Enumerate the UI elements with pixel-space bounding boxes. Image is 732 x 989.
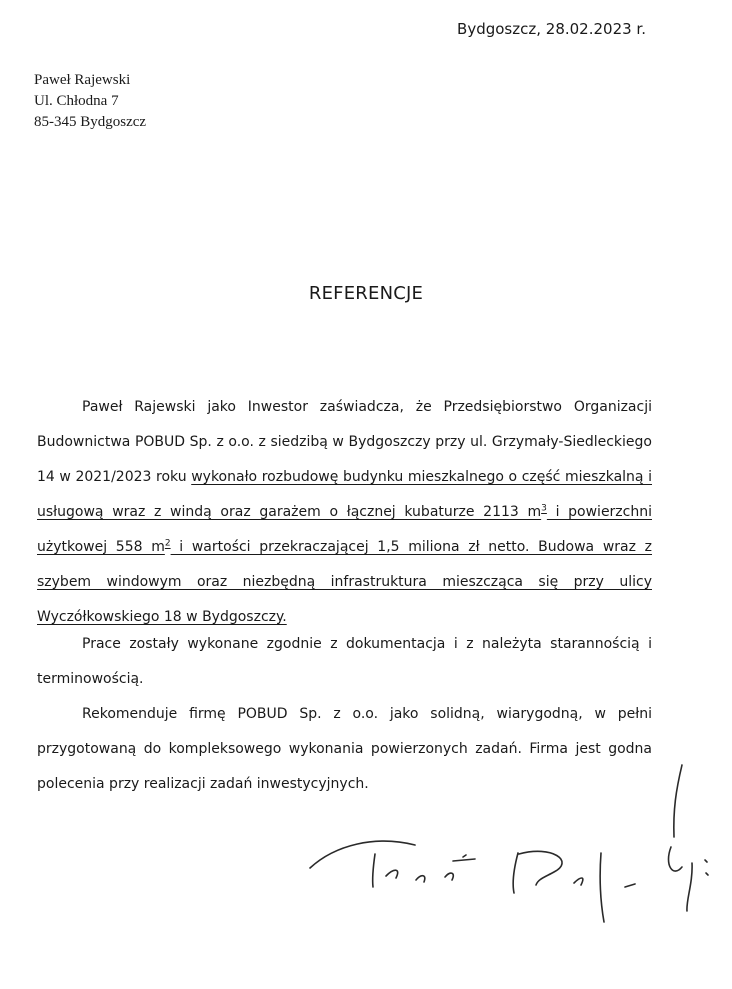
place-date: Bydgoszcz, 28.02.2023 r.: [457, 20, 646, 38]
handwritten-signature-icon: [290, 735, 730, 935]
sender-name: Paweł Rajewski: [34, 72, 131, 88]
paragraph-attestation: [37, 390, 652, 635]
sender-address: [34, 70, 146, 133]
document-title: REFERENCJE: [308, 283, 424, 304]
volume-unit-superscript: 3: [541, 503, 547, 514]
scope-text-3: i wartości przekraczającej 1,5 miliona zł netto. Budowa wraz z szybem windowym oraz niezbędną infrastruktura mieszcząca się przy ulicy Wyczółkowskiego 18 w Bydgoszczy.: [37, 539, 652, 625]
paragraph-quality: [37, 627, 652, 697]
sender-city: 85-345 Bydgoszcz: [34, 114, 147, 130]
quality-text: Prace zostały wykonane zgodnie z dokumentacja i z należyta starannością i terminowością.: [37, 636, 652, 687]
sender-street: Ul. Chłodna 7: [34, 93, 119, 109]
scope-text-2: i powierzchni użytkowej 558 m: [37, 504, 652, 555]
area-unit-superscript: 2: [164, 538, 171, 549]
recommendation-text: Rekomenduje firmę POBUD Sp. z o.o. jako solidną, wiarygodną, w pełni przygotowaną do kompleksowego wykonania powierzonych zadań. Firma jest godna polecenia przy realizacji zadań inwestycyjnych.: [37, 706, 652, 792]
scope-text-1: wykonało rozbudowę budynku mieszkalnego o część mieszkalną i usługową wraz z windą oraz garażem o łącznej kubaturze 2113 m: [37, 469, 652, 520]
attestation-text: Paweł Rajewski jako Inwestor zaświadcza, że Przedsiębiorstwo Organizacji Budownictwa POBUD Sp. z o.o. z siedzibą w Bydgoszczy przy ul. Grzymały-Siedleckiego 14 w 2021/2023 roku: [37, 399, 652, 485]
